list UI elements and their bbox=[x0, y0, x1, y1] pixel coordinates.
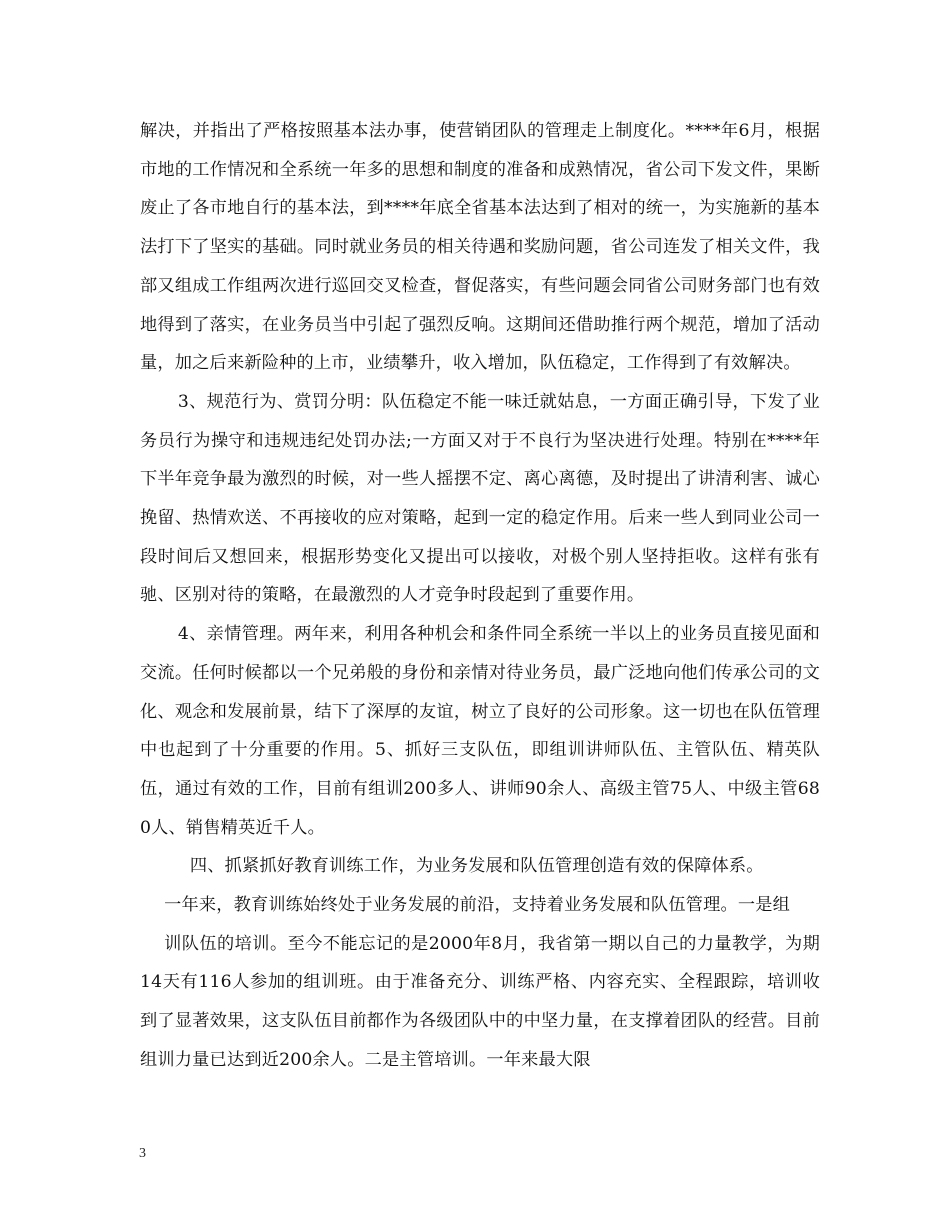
page-number: 3 bbox=[139, 1146, 146, 1161]
paragraph-section-4: 4、亲情管理。两年来，利用各种机会和条件同全系统一半以上的业务员直接见面和交流。任何时候都以一个兄弟般的身份和亲情对待业务员，最广泛地向他们传承公司的文化、观念和发展前景，结下了深厚的友谊，树立了良好的公司形象。这一切也在队伍管理中也起到了十分重要的作用。5、抓好三支队伍，即组训讲师队伍、主管队伍、精英队伍，通过有效的工作，目前有组训200多人、讲师90余人、高级主管75人、中级主管680人、销售精英近千人。 bbox=[140, 624, 820, 838]
paragraph-training-intro: 一年来，教育训练始终处于业务发展的前沿，支持着业务发展和队伍管理。一是组 bbox=[164, 895, 791, 916]
paragraph-section-3: 3、规范行为、赏罚分明：队伍稳定不能一味迁就姑息，一方面正确引导，下发了业务员行为操守和违规违纪处罚办法;一方面又对于不良行为坚决进行处理。特别在****年下半年竞争最为激烈的时候，对一些人摇摆不定、离心离德，及时提出了讲清利害、诚心挽留、热情欢送、不再接收的应对策略，起到一定的稳定作用。后来一些人到同业公司一段时间后又想回来，根据形势变化又提出可以接收，对极个别人坚持拒收。这样有张有驰、区别对待的策略，在最激烈的人才竞争时段起到了重要作用。 bbox=[140, 391, 820, 606]
paragraph-continuation: 解决，并指出了严格按照基本法办事，使营销团队的管理走上制度化。****年6月，根据市地的工作情况和全系统一年多的思想和制度的准备和成熟情况，省公司下发文件，果断废止了各市地自行的基本法，到****年底全省基本法达到了相对的统一，为实施新的基本法打下了坚实的基础。同时就业务员的相关待遇和奖励问题，省公司连发了相关文件，我部又组成工作组两次进行巡回交叉检查，督促落实，有些问题会同省公司财务部门也有效地得到了落实，在业务员当中引起了强烈反响。这期间还借助推行两个规范，增加了活动量，加之后来新险种的上市，业绩攀升，收入增加，队伍稳定，工作得到了有效解决。 bbox=[140, 121, 820, 374]
paragraph-training-detail: 训队伍的培训。至今不能忘记的是2000年8月，我省第一期以自己的力量教学，为期14天有116人参加的组训班。由于准备充分、训练严格、内容充实、全程跟踪，培训收到了显著效果，这支队伍目前都作为各级团队中的中坚力量，在支撑着团队的经营。目前组训力量已达到近200余人。二是主管培训。一年来最大限 bbox=[140, 933, 820, 1070]
document-body bbox=[140, 112, 820, 1080]
section-heading-four: 四、抓紧抓好教育训练工作，为业务发展和队伍管理创造有效的保障体系。 bbox=[189, 856, 764, 877]
